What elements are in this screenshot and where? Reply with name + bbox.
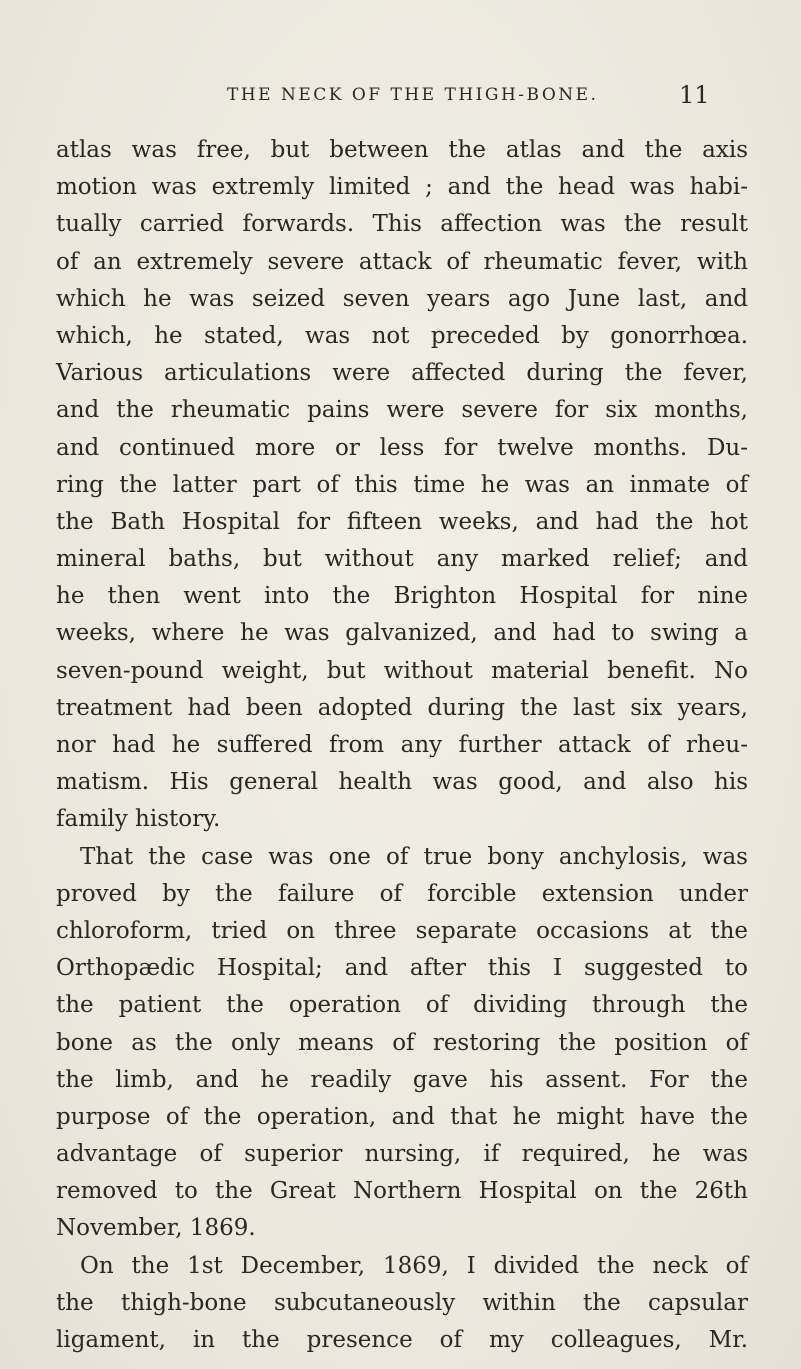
text-line: the thigh-bone subcutaneously within the capsular <box>56 1289 748 1316</box>
text-line: ligament, in the presence of my colleagues, Mr. <box>56 1327 748 1353</box>
text-line: ring the latter part of this time he was an inmate of <box>56 471 748 498</box>
text-line: and continued more or less for twelve months. Du- <box>56 434 748 461</box>
text-line: of an extremely severe attack of rheumatic fever, with <box>56 248 748 275</box>
text-line: and the rheumatic pains were severe for six months, <box>56 397 748 424</box>
text-line: matism. His general health was good, and also his <box>56 769 748 796</box>
text-line: purpose of the operation, and that he might have the <box>56 1103 748 1130</box>
text-line: motion was extremly limited ; and the head was habi- <box>56 174 748 201</box>
running-title: THE NECK OF THE THIGH-BONE. <box>227 85 599 105</box>
text-line: weeks, where he was galvanized, and had to swing a <box>56 620 748 647</box>
text-line: Orthopædic Hospital; and after this I suggested to <box>56 955 748 982</box>
paragraph-start-line: That the case was one of true bony anchylosis, was <box>80 843 748 870</box>
text-line: which, he stated, was not preceded by gonorrhœa. <box>56 322 748 349</box>
text-line: which he was seized seven years ago June last, and <box>56 285 748 312</box>
text-line: the Bath Hospital for fifteen weeks, and had the hot <box>56 508 748 535</box>
text-line: removed to the Great Northern Hospital on the 26th <box>56 1178 748 1205</box>
running-head <box>0 80 801 110</box>
text-line: nor had he suffered from any further attack of rheu- <box>56 732 748 758</box>
page-number: 11 <box>679 81 710 109</box>
text-line: bone as the only means of restoring the position of <box>56 1029 748 1056</box>
text-line: mineral baths, but without any marked relief; and <box>56 546 748 573</box>
paragraph-start-line: On the 1st December, 1869, I divided the neck of <box>80 1252 748 1279</box>
text-line: chloroform, tried on three separate occasions at the <box>56 917 748 944</box>
text-line: seven-pound weight, but without material benefit. No <box>56 657 748 684</box>
body-text <box>56 132 748 1359</box>
text-line: the limb, and he readily gave his assent. For the <box>56 1066 748 1093</box>
text-line: advantage of superior nursing, if required, he was <box>56 1141 748 1168</box>
text-line: he then went into the Brighton Hospital for nine <box>56 583 748 610</box>
text-line: Various articulations were affected during the fever, <box>56 360 748 387</box>
text-line: tually carried forwards. This affection was the result <box>56 211 748 238</box>
text-line: family history. <box>56 806 221 833</box>
text-line: the patient the operation of dividing through the <box>56 992 748 1019</box>
text-line: treatment had been adopted during the last six years, <box>56 694 748 721</box>
text-line: proved by the failure of forcible extension under <box>56 880 748 907</box>
text-line: November, 1869. <box>56 1215 256 1242</box>
text-line: atlas was free, but between the atlas and the axis <box>56 137 748 163</box>
